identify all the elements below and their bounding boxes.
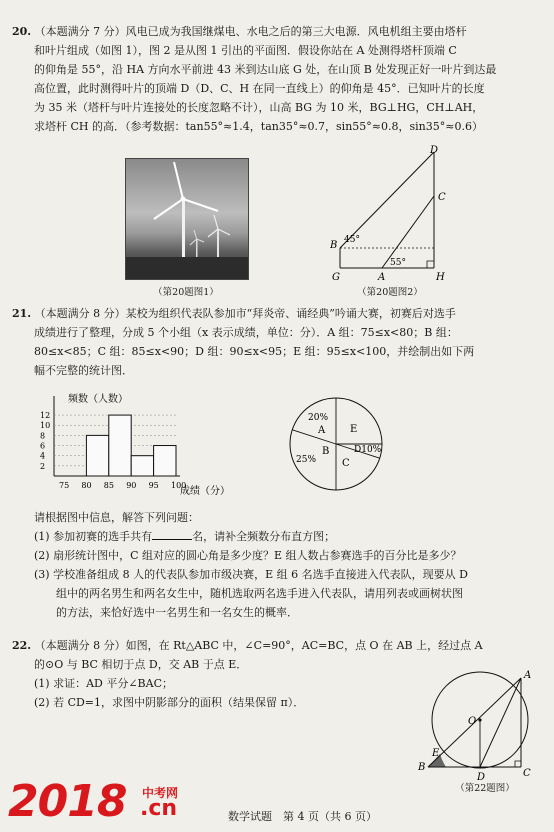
point-a-label: A [378,272,386,283]
q21-prompt: 请根据图中信息，解答下列问题： [34,511,199,524]
q21-sub1-a: (1) 参加初赛的选手共有 [34,530,153,543]
answer-blank[interactable] [152,529,192,540]
histogram-x-tick: 75 [59,481,70,490]
q20-geometry-figure [330,144,450,284]
q21-sub3-line-3: 的方法，来恰好选中一名男生和一名女生的概率． [56,606,298,619]
q21-sub3-line-1: (3) 学校准备组成 8 人的代表队参加市级决赛，E 组 6 名选手直接进入代表队，现要从 D [34,568,468,581]
histogram-x-tick: 80 [81,481,92,490]
question-number: 21. [12,307,32,320]
point-o-label: O [468,716,477,727]
q20-line-2: 和叶片组成（如图 1），图 2 是从图 1 引出的平面图．假设你站在 A 处测得塔杆顶端 C [34,44,457,57]
pie-slice-d-text [354,445,382,455]
question-number: 20. [12,25,32,38]
q21-sub3-line-2: 组中的两名男生和两名女生中，随机选取两名选手进入代表队，请用列表或画树状图 [56,587,463,600]
logo: 2018 [8,776,127,827]
point-a-label: A [524,670,532,681]
pie-slice-e: E [350,424,358,435]
point-b-label: B [418,762,426,773]
figure-caption: （第20题图1） [153,287,219,298]
question-21-parts [12,508,542,622]
q22-circle-figure [418,664,548,784]
pie-pct-b: 25% [296,455,317,465]
histogram-y-tick: 2 [40,461,46,471]
histogram-y-label: 频数（人数） [68,394,128,405]
q20-line-6: 求塔杆 CH 的高．（参考数据：tan55°≈1.4，tan35°≈0.7，sin55°≈0.8，sin35°≈0.6） [34,120,483,133]
q22-sub1: (1) 求证：AD 平分∠BAC； [34,677,173,690]
q21-line-4: 幅不完整的统计图． [34,364,133,377]
histogram-x-label: 成绩（分） [180,486,230,497]
pie-pct-a: 20% [308,413,329,423]
histogram-y-tick: 4 [40,451,46,461]
question-20 [12,22,542,136]
pie-slice-b: B [322,446,330,457]
question-21 [12,304,542,380]
pie-slice-a: A [318,425,326,436]
histogram-x-tick: 100 [171,481,187,490]
q20-line-4: 高位置，此时测得叶片的顶端 D（D、C、H 在同一直线上）的仰角是 45°．已知叶片的长度 [34,82,485,95]
sector-pie-chart [286,394,386,494]
pie-slice-divider [292,430,336,444]
wind-turbine-photo [125,158,249,280]
q20-line-1: （本题满分 7 分）风电已成为我国继煤电、水电之后的第三大电源．风电机组主要由塔杆 [34,25,467,38]
point-c-label: C [438,192,446,203]
histogram-y-tick: 12 [40,411,51,421]
pie-slice-d: D [354,445,362,455]
wind-turbine-icon [126,159,248,279]
q22-sub2: (2) 若 CD=1，求图中阴影部分的面积（结果保留 π）． [34,696,305,709]
histogram-x-tick: 85 [103,481,114,490]
angle-45-label: 45° [344,235,360,245]
page-footer: 数学试题 第 4 页（共 6 页） [228,810,377,823]
histogram-bar [131,456,153,476]
point-c-label: C [523,768,531,779]
point-g-label: G [332,272,340,283]
point-e-label: E [432,748,440,759]
point-h-label: H [436,272,445,283]
logo-site-name: 中考网 [142,786,179,800]
q20-line-3: 的仰角是 55°，沿 HA 方向水平前进 43 米到达山底 G 处，在山顶 B 处发现正好一叶片到达最 [34,63,497,76]
histogram-x-tick: 90 [126,481,137,490]
histogram-y-tick: 8 [40,431,46,441]
point-b-label: B [330,240,338,251]
q22-line-1: （本题满分 8 分）如图，在 Rt△ABC 中，∠C=90°，AC=BC，点 O 在 AB 上，经过点 A [34,639,483,652]
q21-sub1-b: 名，请补全频数分布直方图； [192,530,336,543]
point-d-label: D [430,145,439,156]
angle-55-label: 55° [390,258,406,268]
histogram-bar [154,446,176,476]
question-number: 22. [12,639,32,652]
q22-line-2: 的⊙O 与 BC 相切于点 D，交 AB 于点 E． [34,658,248,671]
pie-pct-d: 10% [361,445,382,455]
frequency-histogram [28,390,258,500]
histogram-x-tick: 95 [148,481,159,490]
point-d-label: D [477,772,486,783]
q20-line-5: 为 35 米（塔杆与叶片连接处的长度忽略不计），山高 BG 为 10 米，BG⊥HG，CH⊥AH， [34,101,484,114]
q21-sub2: (2) 扇形统计图中，C 组对应的圆心角是多少度？E 组人数占参赛选手的百分比是多少？ [34,549,462,562]
histogram-bar [109,415,131,476]
logo-domain: .cn [140,796,178,821]
figure-caption: （第20题图2） [357,287,423,298]
figure-caption: （第22题图） [455,783,515,794]
q21-line-3: 80≤x<85；C 组：85≤x<90；D 组：90≤x<95；E 组：95≤x<100，并绘制出如下两 [34,345,475,358]
histogram-y-tick: 6 [40,441,46,451]
pie-slice-c: C [342,458,350,469]
q21-line-1: （本题满分 8 分）某校为组织代表队参加市“拜炎帝、诵经典”吟诵大赛，初赛后对选手 [34,307,456,320]
histogram-y-tick: 10 [40,421,51,431]
histogram-bar [86,435,108,476]
q21-line-2: 成绩进行了整理，分成 5 个小组（x 表示成绩，单位：分）．A 组：75≤x<80；B 组： [34,326,458,339]
